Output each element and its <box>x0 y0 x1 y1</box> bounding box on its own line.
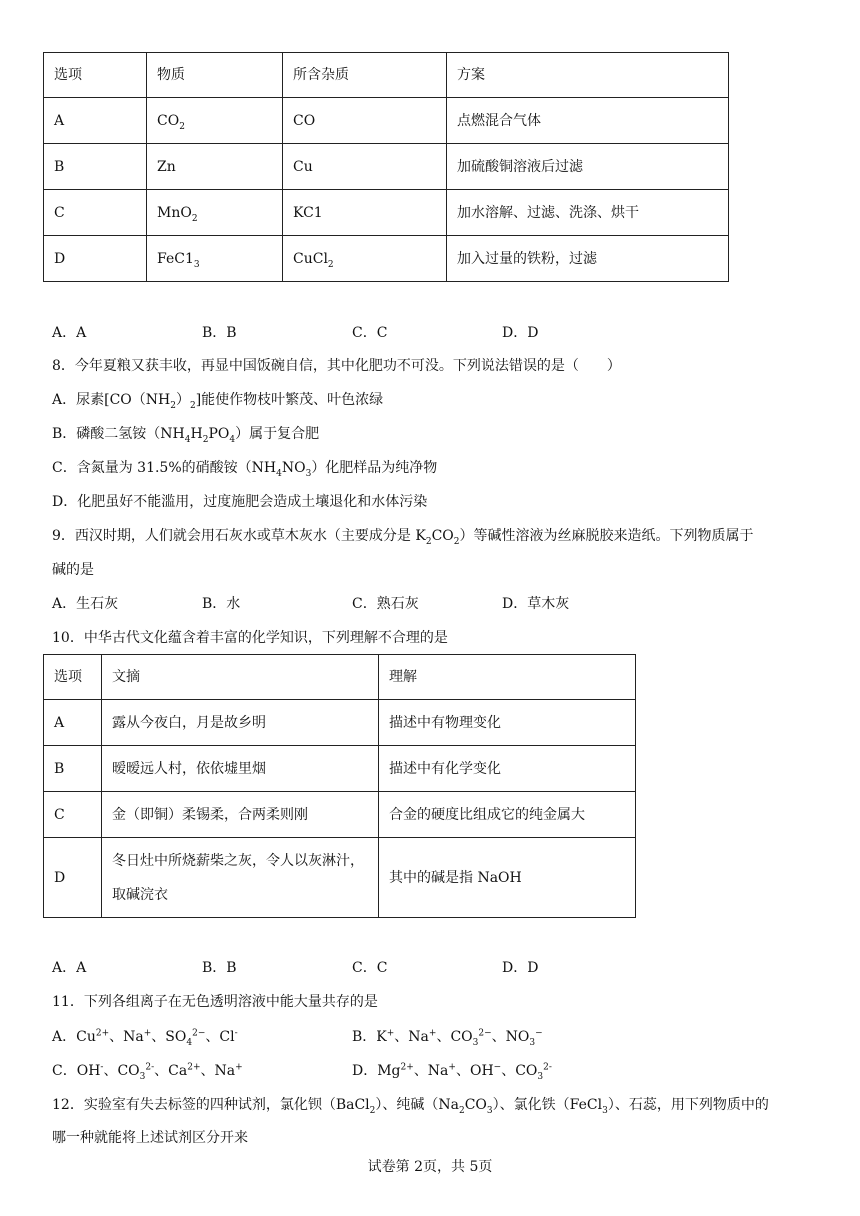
row-plan: 加入过量的铁粉，过滤 <box>447 236 729 282</box>
q10-option-a: A．A <box>52 960 87 976</box>
header-option: 选项 <box>44 53 147 98</box>
row-excerpt: 露从今夜白，月是故乡明 <box>102 700 379 746</box>
q7-option-a: A．A <box>52 325 87 341</box>
row-meaning: 其中的碱是指 NaOH <box>379 838 636 918</box>
row-plan: 加硫酸铜溶液后过滤 <box>447 144 729 190</box>
q8-option-b: B．磷酸二氢铵$(NH_4H_2PO_4)$属于复合肥 <box>52 426 320 445</box>
row-impurity: CuCl$_2$ <box>283 236 447 282</box>
row-impurity: Cu <box>283 144 447 190</box>
table-header-row <box>44 655 636 700</box>
q7-option-d: D．D <box>502 325 539 341</box>
row-excerpt: 金（即铜）柔锡柔，合两柔则刚 <box>102 792 379 838</box>
row-option: B <box>44 144 147 190</box>
q10-option-c: C．C <box>352 960 388 976</box>
q11-option-a: A．$Cu^{2+}$、Na+、$SO_4^{2-}$、Cl- <box>52 1028 238 1048</box>
row-plan: 点燃混合气体 <box>447 98 729 144</box>
row-option: D <box>44 838 102 918</box>
q11-stem: 11．下列各组离子在无色透明溶液中能大量共存的是 <box>52 994 378 1010</box>
q12-stem-line2: 哪一种就能将上述试剂区分开来 <box>52 1130 248 1146</box>
q7-option-c: C．C <box>352 325 388 341</box>
page-footer: 试卷第 2页，共 5页 <box>367 1159 493 1175</box>
q10-option-d: D．D <box>502 960 539 976</box>
row-impurity: KC1 <box>283 190 447 236</box>
header-substance: 物质 <box>147 53 283 98</box>
row-option: B <box>44 746 102 792</box>
q8-stem: 8．今年夏粮又获丰收，再显中国饭碗自信，其中化肥功不可没。下列说法错误的是（ ） <box>52 358 621 374</box>
q9-option-d: D．草木灰 <box>502 596 570 612</box>
table-row <box>44 144 729 190</box>
header-impurity: 所含杂质 <box>283 53 447 98</box>
q10-stem: 10．中华古代文化蕴含着丰富的化学知识，下列理解不合理的是 <box>52 630 448 646</box>
row-substance: Zn <box>147 144 283 190</box>
row-substance: $CO_2$ <box>147 98 283 144</box>
row-option: D <box>44 236 147 282</box>
q10-option-b: B．B <box>202 960 237 976</box>
row-meaning: 描述中有化学变化 <box>379 746 636 792</box>
header-option: 选项 <box>44 655 102 700</box>
table-header-row <box>44 53 729 98</box>
row-option: A <box>44 98 147 144</box>
table-row <box>44 236 729 282</box>
table-row <box>44 700 636 746</box>
table-q10 <box>43 654 636 918</box>
row-impurity: CO <box>283 98 447 144</box>
table-row <box>44 190 729 236</box>
q9-option-a: A．生石灰 <box>52 596 119 612</box>
header-excerpt: 文摘 <box>102 655 379 700</box>
header-meaning: 理解 <box>379 655 636 700</box>
table-row <box>44 746 636 792</box>
row-meaning: 描述中有物理变化 <box>379 700 636 746</box>
row-option: A <box>44 700 102 746</box>
q9-option-b: B．水 <box>202 596 241 612</box>
q12-stem-line1: 12．实验室有失去标签的四种试剂，氯化钡（BaCl$_2$）、纯碱$(Na_2CO_3)$、氯化铁（FeCl$_3$）、石蕊，用下列物质中的 <box>52 1097 769 1116</box>
row-excerpt: 冬日灶中所烧薪柴之灰，令人以灰淋汁， 取碱浣衣 <box>102 838 379 918</box>
row-option: C <box>44 792 102 838</box>
table-row <box>44 792 636 838</box>
header-plan: 方案 <box>447 53 729 98</box>
table-q7 <box>43 52 729 282</box>
row-plan: 加水溶解、过滤、洗涤、烘干 <box>447 190 729 236</box>
q11-option-d: D．$Mg^{2+}$、Na+、OH−、$CO_3^{2-}$ <box>352 1062 552 1082</box>
q9-option-c: C．熟石灰 <box>352 596 419 612</box>
row-option: C <box>44 190 147 236</box>
q11-option-b: B．K+、Na+、$CO_3^{2-}$、$NO_3^-$ <box>352 1028 543 1048</box>
row-excerpt: 暧暧远人村，依依墟里烟 <box>102 746 379 792</box>
q7-option-b: B．B <box>202 325 237 341</box>
q9-stem-line2: 碱的是 <box>52 562 94 578</box>
row-meaning: 合金的硬度比组成它的纯金属大 <box>379 792 636 838</box>
q8-option-c: C．含氮量为 31.5%的硝酸铵$(NH_4NO_3)$化肥样品为纯净物 <box>52 460 438 479</box>
q11-option-c: C．OH-、$CO_3^{2-}$、$Ca^{2+}$、Na+ <box>52 1062 243 1082</box>
table-row <box>44 838 636 918</box>
row-substance: $FeC1_3$ <box>147 236 283 282</box>
table-row <box>44 98 729 144</box>
row-substance: MnO$_2$ <box>147 190 283 236</box>
q8-option-d: D．化肥虽好不能滥用，过度施肥会造成土壤退化和水体污染 <box>52 494 428 510</box>
q8-option-a: A．尿素$[CO(NH_2)_2]$能使作物枝叶繁茂、叶色浓绿 <box>52 392 384 411</box>
q9-stem-line1: 9．西汉时期，人们就会用石灰水或草木灰水（主要成分是 $K_2CO_2$）等碱性溶液为丝麻脱胶来造纸。下列物质属于 <box>52 528 754 547</box>
